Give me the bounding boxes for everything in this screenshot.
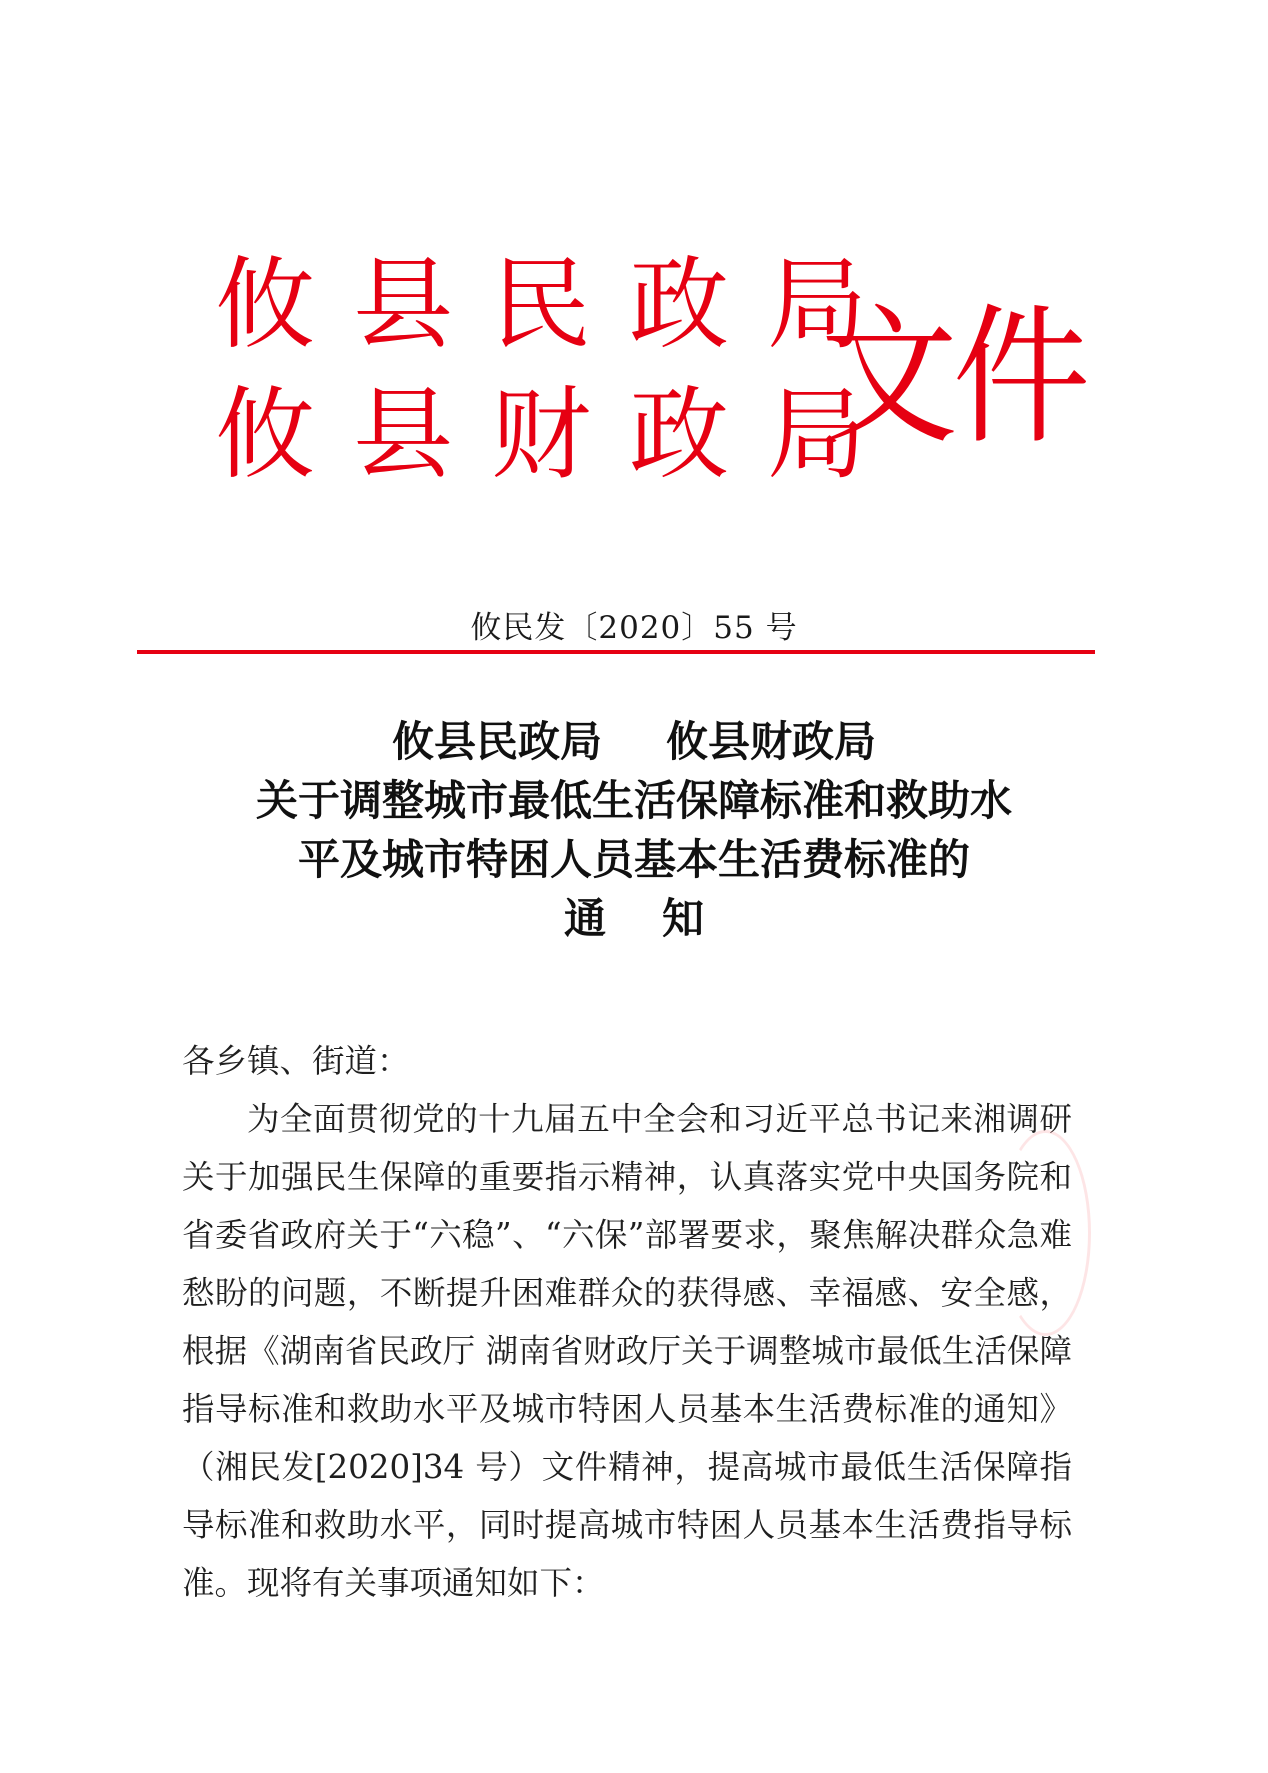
salutation: 各乡镇、街道： [182, 1042, 410, 1080]
letterhead-org-finance: 攸县财政局 [215, 376, 905, 493]
letterhead-document-word: 文件 [820, 291, 1085, 465]
title-row-issuers [0, 712, 1268, 771]
red-divider-line [137, 650, 1095, 654]
document-body [182, 1032, 1072, 1612]
title-issuer-2: 攸县财政局 [666, 717, 877, 766]
title-row-2: 关于调整城市最低生活保障标准和救助水 [255, 776, 1012, 825]
document-number: 攸民发〔2020〕55 号 [470, 610, 798, 646]
letterhead-org-civil-affairs: 攸县民政局 [215, 246, 905, 363]
document-title [0, 712, 1268, 948]
title-row-notice: 通知 [563, 894, 760, 943]
body-paragraph: 为全面贯彻党的十九届五中全会和习近平总书记来湘调研关于加强民生保障的重要指示精神，认真落实党中央国务院和省委省政府关于“六稳”、“六保”部署要求，聚焦解决群众急难愁盼的问题，不断提升困难群众的获得感、幸福感、安全感，根据《湖南省民政厅 湖南省财政厅关于调整城市最低生活保障指导标准和救助水平及城市特困人员基本生活费标准的通知》（湘民发[2020]34 号）文件精神，提高城市最低生活保障指导标准和救助水平，同时提高城市特困人员基本生活费指导标准。现将有关事项通知如下： [182, 1100, 1072, 1602]
seal-bleed-mark [1000, 1130, 1091, 1336]
red-letterhead [215, 246, 1085, 505]
title-issuer-1: 攸县民政局 [391, 717, 602, 766]
title-row-3: 平及城市特困人员基本生活费标准的 [297, 835, 970, 884]
